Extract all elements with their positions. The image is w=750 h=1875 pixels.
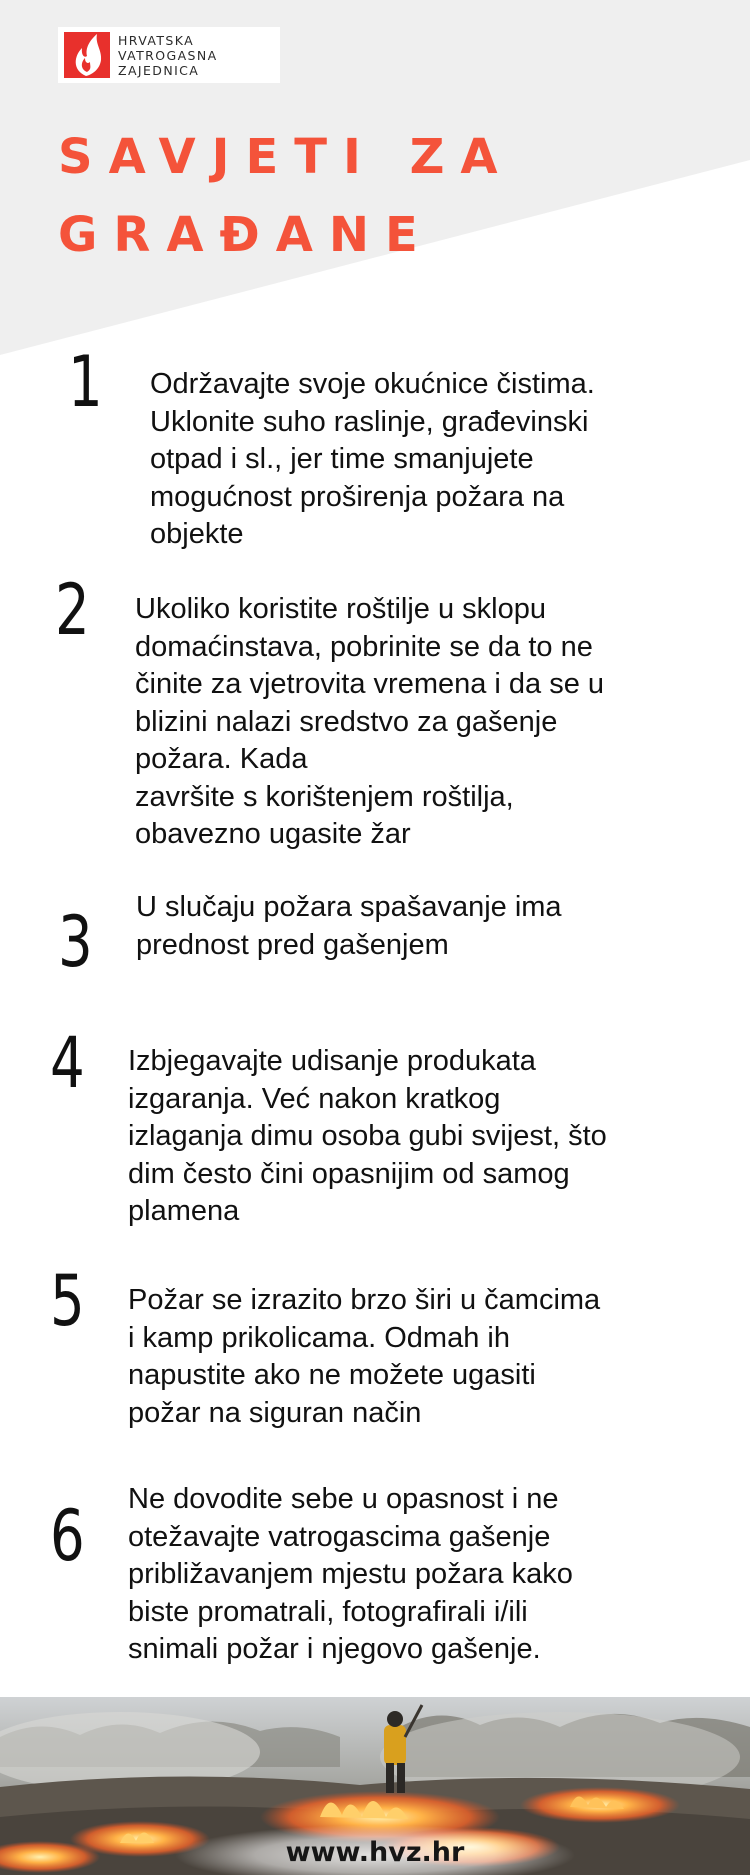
tip-text-line: obavezno ugasite žar — [135, 818, 411, 850]
tip-text-line: Ukoliko koristite roštilje u sklopu — [135, 593, 546, 625]
tip-text-line: požara. Kada — [135, 743, 308, 775]
tip-text-line: izgaranja. Već nakon kratkog — [128, 1082, 501, 1115]
tip-text — [136, 889, 562, 964]
tip-text-line: činite za vjetrovita vremena i da se u — [135, 668, 605, 700]
tip-text — [128, 1481, 573, 1669]
tip-text-line: prednost pred gašenjem — [136, 928, 449, 961]
tip-number: 5 — [50, 1260, 85, 1342]
tip-text-line: napustite ako ne možete ugasiti — [128, 1359, 536, 1391]
tip-text-line: završite s korištenjem roštilja, — [135, 780, 514, 813]
website-link[interactable]: www.hvz.hr — [285, 1837, 465, 1868]
tip-text-line: dim često čini opasnijim od samog — [128, 1157, 570, 1190]
logo-line: ZAJEDNICA — [118, 63, 200, 78]
tip-text-line: domaćinstava, pobrinite se da to ne — [135, 630, 593, 663]
tip-text-line: otpad i sl., jer time smanjujete — [150, 443, 534, 475]
tip-text-line: biste promatrali, fotografirali i/ili — [128, 1595, 528, 1628]
tip-text-line: blizini nalazi sredstvo za gašenje — [135, 705, 558, 738]
tip-text-line: približavanjem mjestu požara kako — [128, 1558, 573, 1590]
logo-line: HRVATSKA — [118, 33, 195, 48]
tip-text-line: Održavajte svoje okućnice čistima. — [150, 368, 595, 400]
tip-text-line: mogućnost proširenja požara na — [150, 480, 565, 513]
tip-number: 1 — [68, 341, 103, 423]
tip-text — [135, 591, 604, 854]
page-title-line: GRAĐANE — [58, 207, 434, 263]
tip-text-line: izlaganja dimu osoba gubi svijest, što — [128, 1120, 607, 1152]
page-title — [58, 118, 514, 274]
tip-text-line: Ne dovodite sebe u opasnost i ne — [128, 1483, 559, 1515]
tip-text-line: Uklonite suho raslinje, građevinski — [150, 405, 589, 438]
tip-text — [128, 1043, 607, 1231]
tip-text-line: objekte — [150, 518, 244, 550]
tip-number: 2 — [55, 569, 90, 651]
tip-text-line: plamena — [128, 1195, 240, 1227]
tip-number: 3 — [58, 901, 93, 983]
page-title-line: SAVJETI ZA — [58, 129, 514, 185]
logo-wordmark — [118, 33, 218, 78]
hvz-logo[interactable] — [58, 27, 280, 83]
tip-text — [150, 366, 595, 554]
tip-number: 6 — [50, 1495, 85, 1577]
tip-text-line: Izbjegavajte udisanje produkata — [128, 1045, 536, 1077]
tip-text-line: snimali požar i njegovo gašenje. — [128, 1633, 541, 1665]
tip-text-line: i kamp prikolicama. Odmah ih — [128, 1321, 510, 1354]
tip-text-line: Požar se izrazito brzo širi u čamcima — [128, 1284, 601, 1316]
tip-number: 4 — [50, 1022, 85, 1104]
tip-text-line: požar na siguran način — [128, 1396, 422, 1429]
logo-line: VATROGASNA — [118, 48, 218, 63]
tip-text-line: otežavajte vatrogascima gašenje — [128, 1520, 551, 1553]
flame-logo-icon — [64, 32, 110, 78]
tip-text-line: U slučaju požara spašavanje ima — [136, 891, 562, 923]
tip-text — [128, 1282, 600, 1432]
